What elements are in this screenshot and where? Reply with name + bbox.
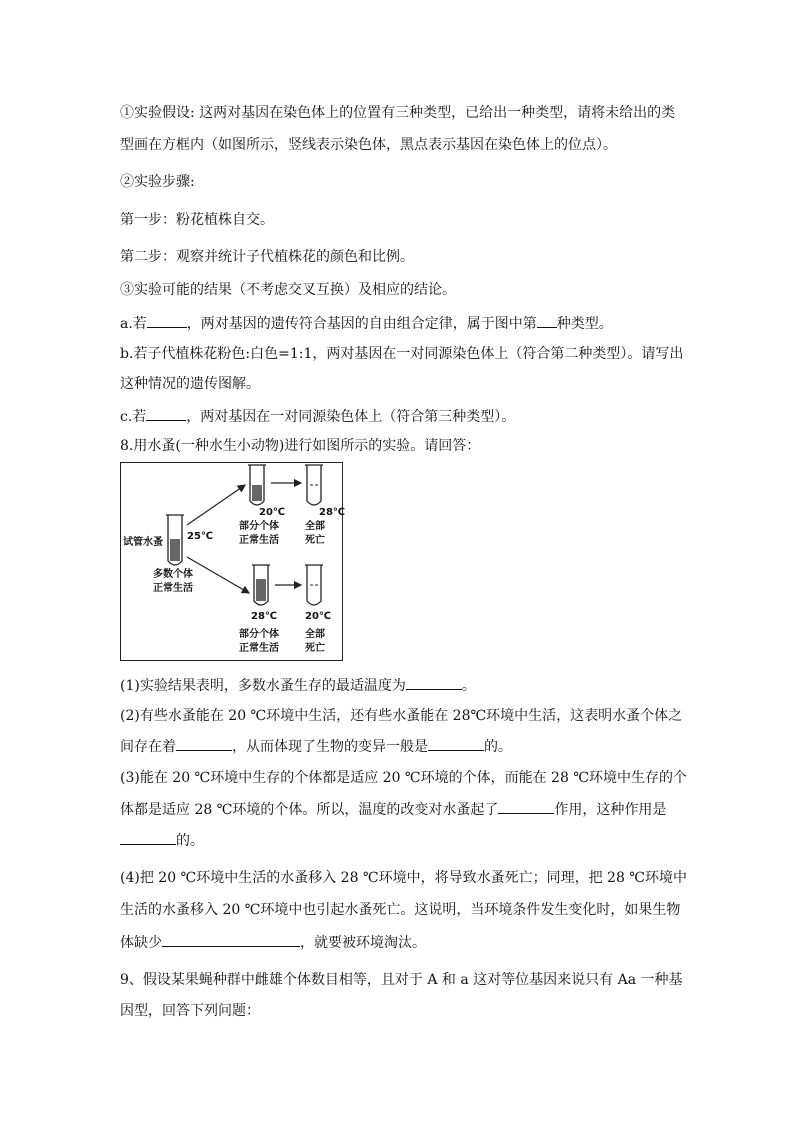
up-caption-1b: 正常生活	[239, 535, 279, 546]
start-caption-1: 多数个体	[153, 569, 193, 580]
answer-blank	[147, 313, 187, 328]
question-3-line-3	[120, 830, 204, 851]
question-9-line-1: 9、假设某果蝇种群中雌雄个体数目相等，且对于 A 和 a 这对等位基因来说只有 Aa 一种基	[120, 972, 683, 988]
q3-middle: 作用，这种作用是	[554, 802, 667, 818]
test-tube-down-1	[252, 565, 270, 605]
step-two: 第二步：观察并统计子代植株花的颜色和比例。	[120, 249, 414, 265]
result-a-end: 种类型。	[556, 316, 613, 332]
answer-blank	[176, 736, 232, 751]
result-a-start: a.若	[120, 316, 147, 332]
up-caption-2a: 全部	[305, 521, 325, 532]
answer-blank	[406, 675, 462, 690]
question-2-line-2	[120, 736, 512, 757]
hypothesis-line-2: 型画在方框内（如图所示，竖线表示染色体，黑点表示基因在染色体上的位点）。	[120, 137, 617, 153]
test-tube-up-1	[248, 465, 266, 505]
answer-blank	[537, 313, 557, 328]
up-caption-2b: 死亡	[305, 535, 325, 546]
q1-text: (1)实验结果表明，多数水蚤生存的最适温度为	[120, 678, 406, 694]
question-2-line-1: (2)有些水蚤能在 20 ℃环境中生活，还有些水蚤能在 28℃环境中生活，这表明水蚤个体之	[120, 708, 683, 724]
down-caption-2a: 全部	[305, 629, 325, 640]
step-one: 第一步：粉花植株自交。	[120, 212, 274, 228]
arrow-to-lower	[187, 557, 249, 593]
answer-blank	[120, 830, 176, 845]
answer-blank	[498, 799, 554, 814]
result-c	[120, 406, 515, 427]
q2-middle: ，从而体现了生物的变异一般是	[232, 739, 428, 755]
result-b-line-2: 这种情况的遗传图解。	[120, 376, 260, 392]
question-4-line-3	[120, 932, 426, 953]
hypothesis-line-1: ①实验假设: 这两对基因在染色体上的位置有三种类型，已给出一种类型，请将未给出的类	[120, 105, 676, 121]
up-temp-2: 28℃	[319, 507, 346, 518]
q3-start: 体都是适应 28 ℃环境的个体。所以，温度的改变对水蚤起了	[120, 802, 499, 818]
results-heading: ③实验可能的结果（不考虑交叉互换）及相应的结论。	[120, 282, 456, 298]
question-4-line-1: (4)把 20 ℃环境中生活的水蚤移入 28 ℃环境中，将导致水蚤死亡；同理，把 28 ℃环境中	[120, 870, 687, 886]
result-c-start: c.若	[120, 409, 147, 425]
result-a-middle: ，两对基因的遗传符合基因的自由组合定律，属于图中第	[186, 316, 537, 332]
steps-heading: ②实验步骤:	[120, 174, 195, 190]
down-temp-2: 20℃	[305, 611, 332, 622]
question-3-line-2	[120, 799, 666, 820]
q3-end: 的。	[176, 833, 204, 849]
down-temp-1: 28℃	[251, 611, 278, 622]
question-1	[120, 675, 476, 696]
question-4-line-2: 生活的水蚤移入 20 ℃环境中也引起水蚤死亡。这说明，当环境条件发生变化时，如果生物	[120, 902, 681, 918]
water-flea-experiment-figure	[120, 462, 346, 661]
down-caption-1a: 部分个体	[239, 629, 279, 640]
q2-start: 间存在着	[120, 739, 176, 755]
down-caption-1b: 正常生活	[239, 643, 279, 654]
test-tube-up-2	[305, 465, 323, 505]
q4-end: ，就要被环境淘汰。	[300, 935, 426, 951]
test-tube-start	[166, 515, 184, 565]
result-a	[120, 313, 613, 334]
answer-blank	[162, 932, 300, 947]
q2-end: 的。	[484, 739, 512, 755]
test-tube-down-2	[305, 565, 323, 605]
result-c-end: ，两对基因在一对同源染色体上（符合第三种类型）。	[186, 409, 516, 425]
q1-end: 。	[461, 678, 476, 694]
start-caption-2: 正常生活	[153, 583, 193, 594]
start-label: 试管水蚤	[123, 537, 163, 548]
arrow-to-upper	[187, 485, 245, 525]
answer-blank	[146, 406, 186, 421]
q4-start: 体缺少	[120, 935, 162, 951]
question-3-line-1: (3)能在 20 ℃环境中生存的个体都是适应 20 ℃环境的个体，而能在 28 ℃环境中生存的个	[120, 770, 687, 786]
question-8-title: 8.用水蚤(一种水生小动物)进行如图所示的实验。请回答：	[120, 438, 481, 454]
up-temp-1: 20℃	[259, 507, 286, 518]
answer-blank	[428, 736, 484, 751]
start-temp: 25℃	[187, 531, 214, 542]
up-caption-1a: 部分个体	[239, 521, 279, 532]
question-9-line-2: 因型，回答下列问题：	[120, 1003, 260, 1019]
down-caption-2b: 死亡	[305, 643, 325, 654]
result-b-line-1: b.若子代植株花粉色:白色=1:1，两对基因在一对同源染色体上（符合第二种类型）。请写出	[120, 346, 684, 362]
